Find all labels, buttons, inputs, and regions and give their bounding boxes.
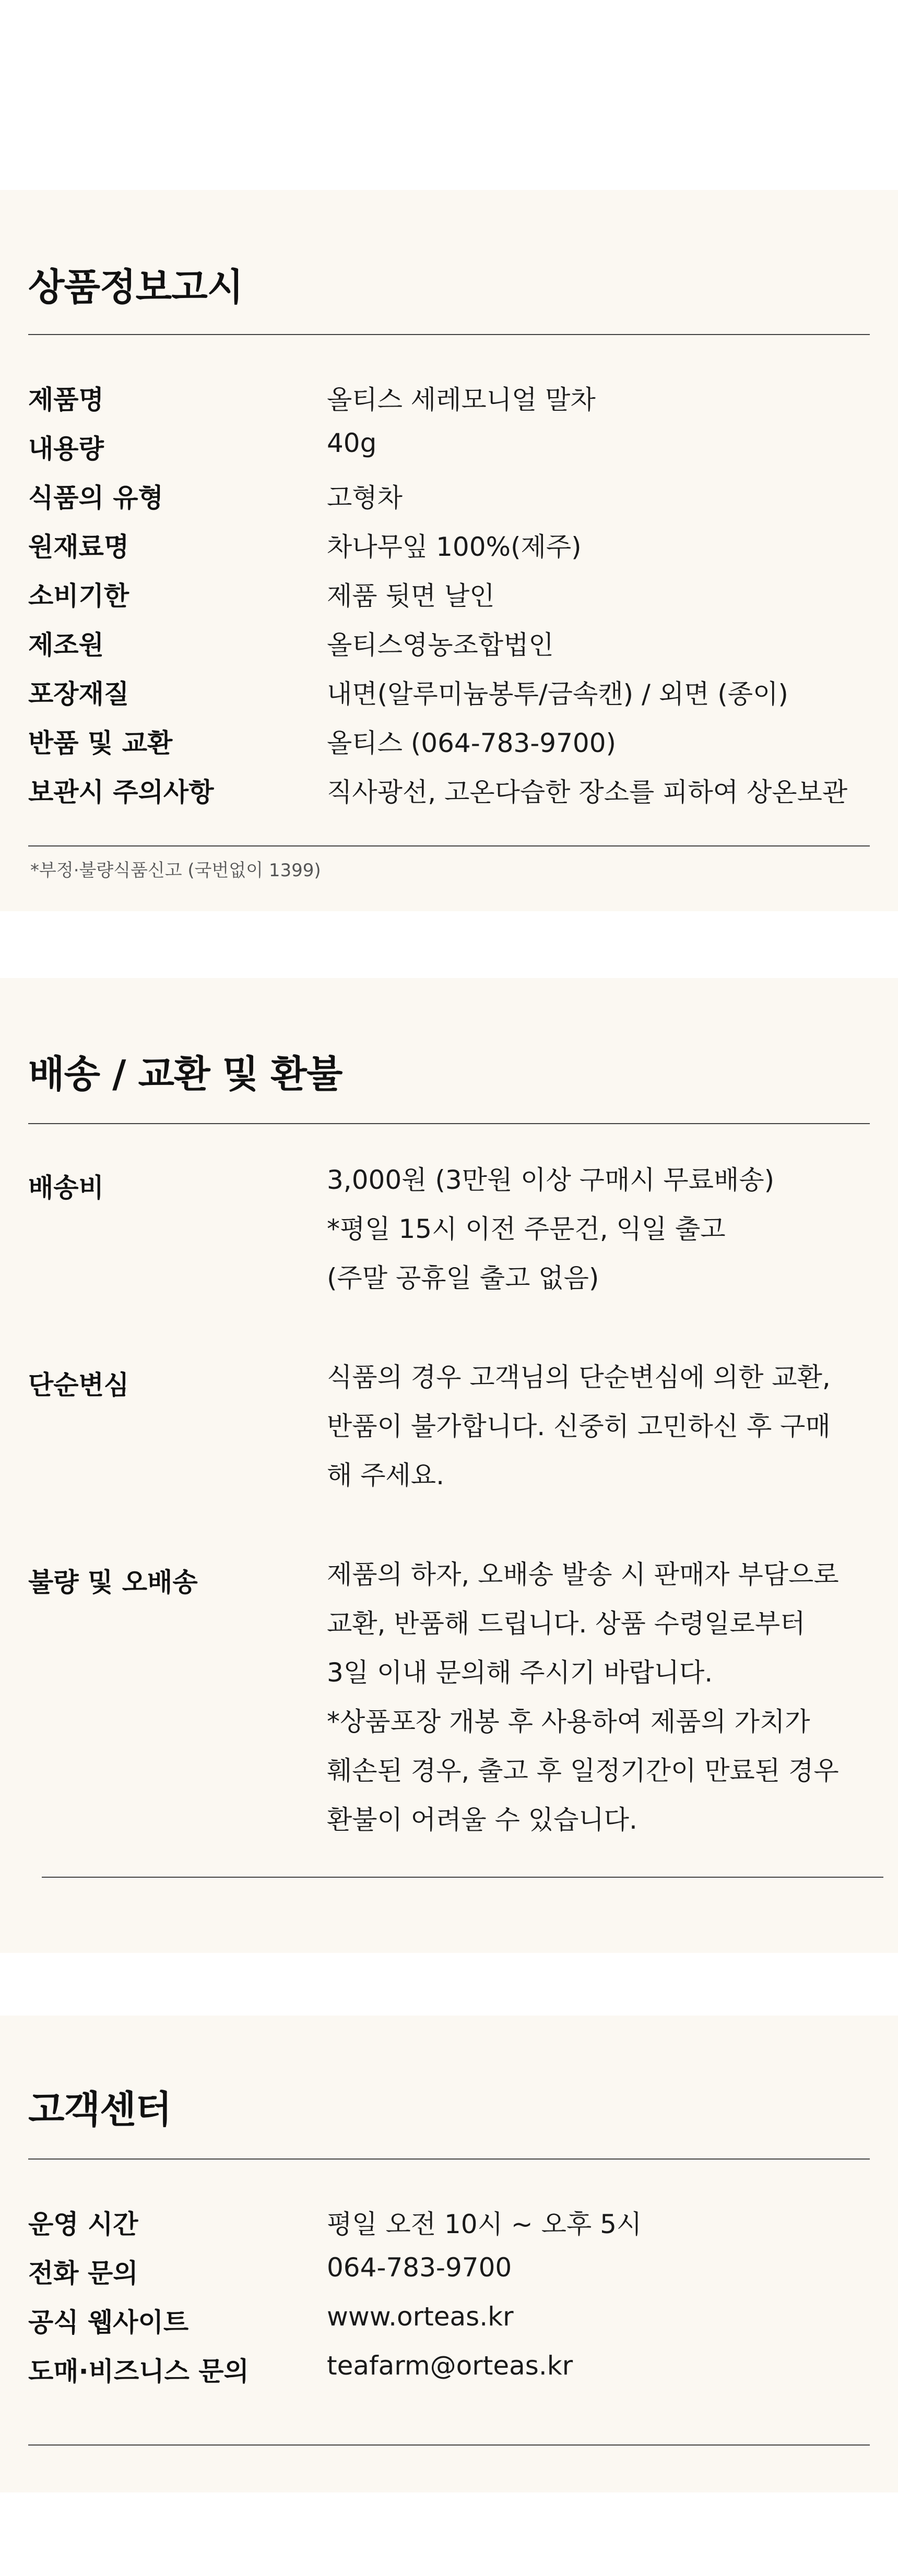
row-value-phone[interactable]: 064-783-9700 — [327, 2252, 512, 2283]
row-label-website: 공식 웹사이트 — [28, 2307, 189, 2338]
customer-center-bottom-divider — [28, 2444, 870, 2446]
row-label-business-inquiry: 도매·비즈니스 문의 — [28, 2356, 249, 2387]
shipping-top-divider — [28, 1123, 870, 1124]
row-label-hours: 운영 시간 — [28, 2209, 138, 2239]
product-info-title: 상품정보고시 — [28, 265, 243, 309]
row-label-product-name: 제품명 — [28, 385, 104, 415]
row-label-change-of-mind: 단순변심 — [28, 1370, 129, 1400]
product-info-section — [0, 190, 898, 911]
row-value-manufacturer: 올티스영농조합법인 — [327, 630, 554, 660]
row-value-website[interactable]: www.orteas.kr — [327, 2301, 514, 2332]
defect-line: 훼손된 경우, 출고 후 일정기간이 만료된 경우 — [327, 1756, 839, 1786]
row-value-returns: 올티스 (064-783-9700) — [327, 728, 617, 758]
row-value-food-type: 고형차 — [327, 483, 403, 513]
row-value-packaging: 내면(알루미늄봉투/금속캔) / 외면 (종이) — [327, 679, 788, 709]
shipping-title: 배송 / 교환 및 환불 — [28, 1052, 342, 1096]
row-value-product-name: 올티스 세레모니얼 말차 — [327, 385, 596, 415]
defect-line: 제품의 하자, 오배송 발송 시 판매자 부담으로 — [327, 1559, 839, 1590]
row-value-change-of-mind — [327, 1353, 875, 1500]
shipping-section — [0, 978, 898, 1953]
change-of-mind-line: 식품의 경우 고객님의 단순변심에 의한 교환, — [327, 1362, 831, 1392]
row-value-defect — [327, 1550, 875, 1844]
customer-center-title: 고객센터 — [28, 2088, 172, 2131]
row-value-shipping-fee — [327, 1155, 875, 1303]
row-label-packaging: 포장재질 — [28, 679, 129, 709]
defect-line: 3일 이내 문의해 주시기 바랍니다. — [327, 1657, 713, 1688]
shipping-bottom-divider — [42, 1877, 883, 1878]
row-label-storage: 보관시 주의사항 — [28, 777, 214, 807]
row-value-hours: 평일 오전 10시 ~ 오후 5시 — [327, 2209, 642, 2239]
customer-center-top-divider — [28, 2158, 870, 2160]
row-value-storage: 직사광선, 고온다습한 장소를 피하여 상온보관 — [327, 777, 848, 807]
row-label-expiry: 소비기한 — [28, 581, 129, 611]
shipping-fee-line: *평일 15시 이전 주문건, 익일 출고 — [327, 1214, 726, 1244]
row-value-net-content: 40g — [327, 428, 377, 458]
row-label-food-type: 식품의 유형 — [28, 483, 163, 513]
food-report-note: *부정·불량식품신고 (국번없이 1399) — [30, 860, 321, 881]
shipping-fee-line: (주말 공휴일 출고 없음) — [327, 1263, 599, 1293]
shipping-fee-line: 3,000원 (3만원 이상 구매시 무료배송) — [327, 1165, 775, 1195]
row-label-defect: 불량 및 오배송 — [28, 1567, 198, 1597]
row-label-manufacturer: 제조원 — [28, 630, 104, 660]
row-label-net-content: 내용량 — [28, 434, 104, 464]
row-value-expiry: 제품 뒷면 날인 — [327, 581, 495, 611]
product-info-top-divider — [28, 334, 870, 335]
row-label-ingredients: 원재료명 — [28, 532, 129, 562]
defect-line: 교환, 반품해 드립니다. 상품 수령일로부터 — [327, 1608, 806, 1639]
change-of-mind-line: 해 주세요. — [327, 1460, 444, 1490]
row-label-phone: 전화 문의 — [28, 2258, 138, 2288]
row-label-shipping-fee: 배송비 — [28, 1173, 104, 1203]
row-value-ingredients: 차나무잎 100%(제주) — [327, 532, 582, 562]
defect-line: 환불이 어려울 수 있습니다. — [327, 1805, 637, 1835]
row-label-returns: 반품 및 교환 — [28, 728, 173, 758]
customer-center-section — [0, 2016, 898, 2492]
defect-line: *상품포장 개봉 후 사용하여 제품의 가치가 — [327, 1707, 810, 1737]
product-info-bottom-divider — [28, 845, 870, 846]
row-value-business-email[interactable]: teafarm@orteas.kr — [327, 2351, 573, 2381]
change-of-mind-line: 반품이 불가합니다. 신중히 고민하신 후 구매 — [327, 1411, 831, 1441]
